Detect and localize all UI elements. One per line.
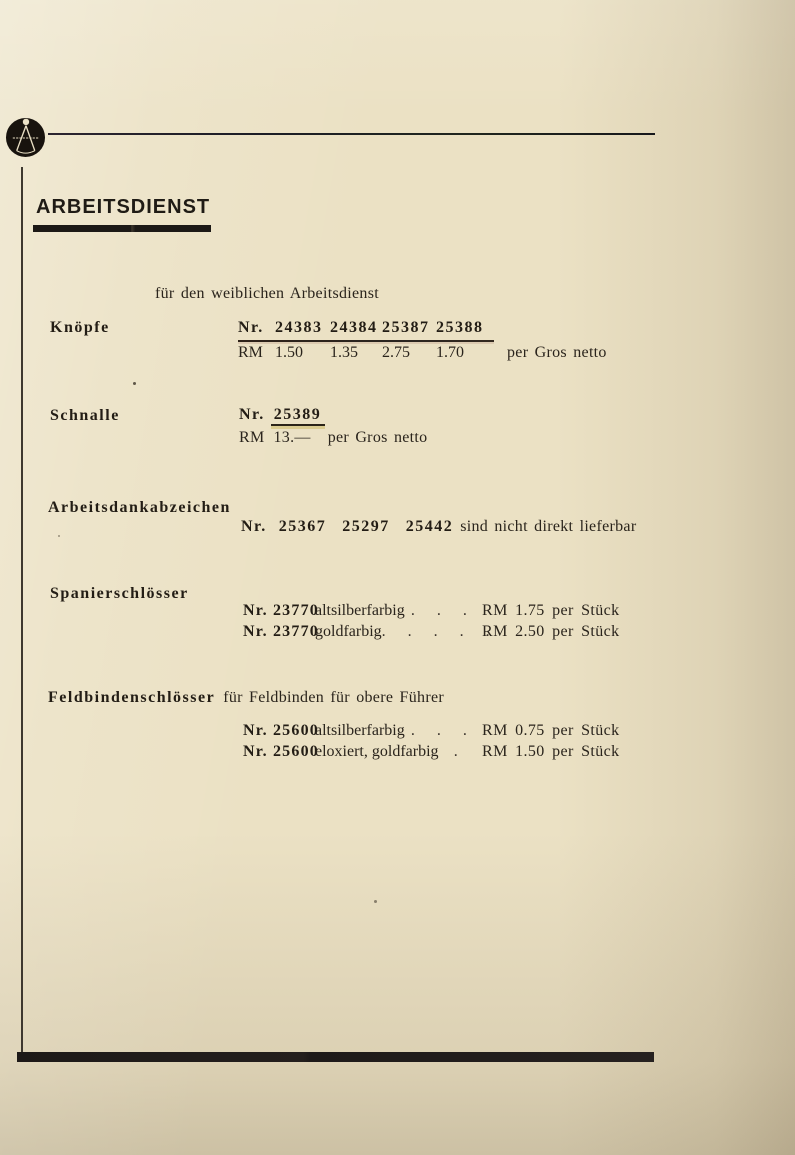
number-row-underline — [238, 340, 494, 342]
schnalle-price-row — [239, 428, 427, 448]
price-value: 1.50 — [275, 344, 303, 361]
section-label-schnalle: Schnalle — [50, 407, 120, 424]
dot-leader: . — [453, 743, 467, 760]
price-value: 2.75 — [382, 344, 410, 361]
item-description-block — [315, 622, 499, 642]
knoepfe-price-row — [238, 343, 504, 363]
item-description-block — [315, 742, 482, 762]
item-price: RM 2.50 per Stück — [482, 623, 620, 640]
rm-label: RM — [239, 429, 265, 446]
section-subtitle: für Feldbinden für obere Führer — [223, 689, 444, 706]
section-label-knoepfe: Knöpfe — [50, 319, 110, 336]
dot-leader: . . . — [410, 722, 476, 739]
item-description: altsilberfarbig — [315, 602, 405, 619]
schnalle-unit-note: per Gros netto — [327, 429, 428, 446]
article-number: 24384 — [330, 319, 378, 336]
scan-speck — [58, 535, 60, 537]
article-number: 25389 — [271, 406, 326, 426]
item-price: RM 0.75 per Stück — [482, 722, 620, 739]
article-number: 25442 — [405, 518, 454, 535]
nr-label: Nr. — [238, 319, 264, 336]
top-rule — [48, 133, 655, 135]
arbeitsdank-line — [241, 517, 636, 537]
item-description-block — [315, 721, 482, 741]
nr-label: Nr. — [239, 406, 265, 423]
intro-line: für den weiblichen Arbeitsdienst — [155, 285, 379, 302]
item-description-block — [315, 601, 482, 621]
rm-label: RM — [238, 344, 263, 361]
feldbinden-item-row — [243, 721, 623, 741]
spanier-item-row — [243, 601, 623, 621]
spanier-item-row — [243, 622, 623, 642]
section-label-arbeitsdank: Arbeitsdankabzeichen — [48, 499, 231, 516]
dot-leader: . . . — [410, 602, 476, 619]
article-number: Nr. 23770 — [243, 602, 319, 619]
article-number: Nr. 25600 — [243, 722, 319, 739]
scan-speck — [133, 382, 136, 385]
article-number: Nr. 25600 — [243, 743, 319, 760]
left-margin-rule — [21, 167, 23, 1052]
knoepfe-number-row — [238, 318, 504, 338]
nr-label: Nr. — [241, 518, 267, 535]
article-number: Nr. 23770 — [243, 623, 319, 640]
article-number: 25388 — [436, 319, 484, 336]
knoepfe-price-table — [238, 318, 504, 363]
title-underline — [33, 225, 211, 232]
page-title: ARBEITSDIENST — [36, 196, 211, 218]
price-value: 1.70 — [436, 344, 464, 361]
item-description: altsilberfarbig — [315, 722, 405, 739]
knoepfe-unit-note: per Gros netto — [507, 344, 607, 361]
article-number: 25297 — [342, 518, 390, 535]
article-number: 24383 — [275, 319, 323, 336]
price-value: 13.— — [273, 429, 311, 446]
feldbinden-item-row — [243, 742, 623, 762]
section-label-feldbinden: Feldbindenschlösser — [48, 689, 216, 706]
scan-speck — [374, 900, 377, 903]
item-description: goldfarbig — [315, 623, 382, 640]
compass-emblem-icon — [5, 117, 46, 158]
section-header-feldbinden — [48, 688, 444, 708]
article-number: 25387 — [382, 319, 430, 336]
item-description: eloxiert, goldfarbig — [315, 743, 439, 760]
section-label-spanier: Spanierschlösser — [50, 585, 189, 602]
article-number: 25367 — [278, 518, 327, 535]
item-price: RM 1.50 per Stück — [482, 743, 620, 760]
footer-bar — [17, 1052, 654, 1062]
item-price: RM 1.75 per Stück — [482, 602, 620, 619]
price-value: 1.35 — [330, 344, 358, 361]
dot-leader: . . . . . — [381, 623, 499, 640]
availability-note: sind nicht direkt lieferbar — [460, 518, 637, 535]
schnalle-number-row — [239, 405, 325, 425]
